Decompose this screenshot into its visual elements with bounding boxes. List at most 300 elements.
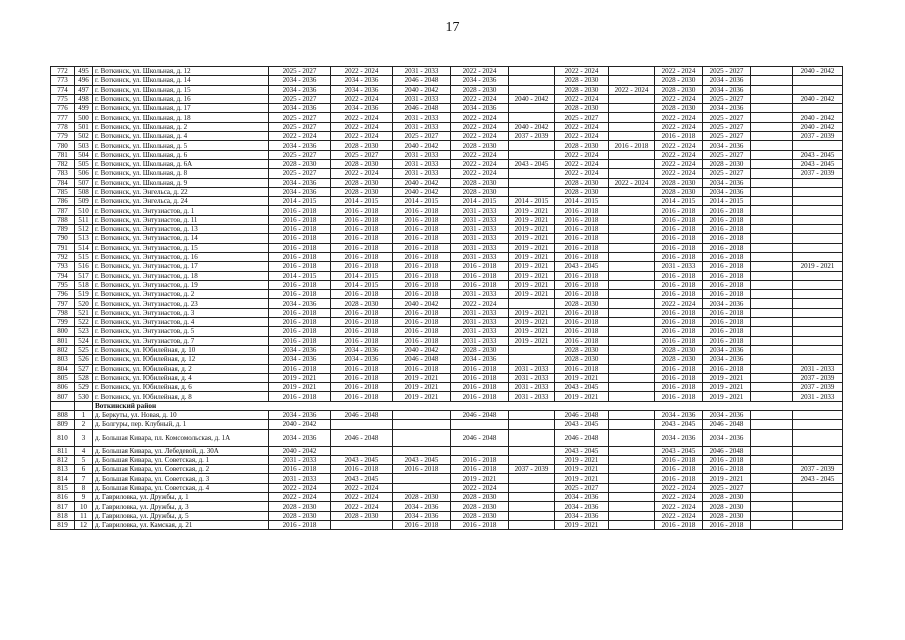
table-cell: 816 <box>51 493 75 502</box>
table-cell: 7 <box>75 474 93 483</box>
table-cell: г. Воткинск, ул. Энтузиастов, д. 11 <box>93 215 269 224</box>
table-cell: 2028 - 2030 <box>703 493 751 502</box>
table-cell <box>793 85 843 94</box>
table-cell: 2040 - 2042 <box>793 94 843 103</box>
table-cell <box>793 187 843 196</box>
table-cell: 2034 - 2036 <box>331 76 393 85</box>
table-cell: 2016 - 2018 <box>555 308 609 317</box>
table-cell: 787 <box>51 206 75 215</box>
table-cell: 2028 - 2030 <box>555 299 609 308</box>
table-cell: 2016 - 2018 <box>331 336 393 345</box>
table-cell: 2019 - 2021 <box>703 373 751 382</box>
table-cell: 2022 - 2024 <box>451 122 509 131</box>
table-cell: 2025 - 2027 <box>269 122 331 131</box>
table-cell: 2043 - 2045 <box>555 446 609 455</box>
table-cell <box>751 429 793 446</box>
table-cell: 500 <box>75 113 93 122</box>
table-cell <box>751 252 793 261</box>
table-cell: 2037 - 2039 <box>509 132 555 141</box>
table-cell: 810 <box>51 429 75 446</box>
table-cell <box>751 67 793 76</box>
table-cell: 2043 - 2045 <box>331 455 393 464</box>
table-cell: 2040 - 2042 <box>793 122 843 131</box>
table-cell: г. Воткинск, ул. Энтузиастов, д. 3 <box>93 308 269 317</box>
table-cell: 2031 - 2033 <box>393 113 451 122</box>
table-cell <box>609 511 655 520</box>
table-cell <box>793 429 843 446</box>
table-cell: 808 <box>51 410 75 419</box>
table-cell: г. Воткинск, ул. Энтузиастов, д. 1 <box>93 206 269 215</box>
table-cell <box>793 76 843 85</box>
table-cell: 817 <box>51 502 75 511</box>
table-cell: г. Воткинск, ул. Юбилейная, д. 4 <box>93 373 269 382</box>
table-row <box>51 520 843 529</box>
table-cell <box>751 271 793 280</box>
table-cell: 2016 - 2018 <box>555 234 609 243</box>
table-cell: 2031 - 2033 <box>509 364 555 373</box>
table-row <box>51 308 843 317</box>
table-cell: г. Воткинск, ул. Юбилейная, д. 8 <box>93 392 269 401</box>
table-cell: 2034 - 2036 <box>703 85 751 94</box>
table-cell: 2016 - 2018 <box>655 336 703 345</box>
table-cell: 2037 - 2039 <box>793 373 843 382</box>
table-cell <box>509 502 555 511</box>
table-cell <box>609 234 655 243</box>
table-cell: 795 <box>51 280 75 289</box>
table-cell <box>609 455 655 464</box>
table-cell <box>509 483 555 492</box>
table-cell: 2016 - 2018 <box>269 308 331 317</box>
table-row <box>51 493 843 502</box>
table-cell: д. Гавриловка, ул. Камская, д. 21 <box>93 520 269 529</box>
table-cell: 2046 - 2048 <box>703 446 751 455</box>
table-cell: 2031 - 2033 <box>451 327 509 336</box>
table-cell <box>509 187 555 196</box>
table-cell: 2022 - 2024 <box>331 94 393 103</box>
table-cell: 2025 - 2027 <box>703 94 751 103</box>
table-cell: 800 <box>51 327 75 336</box>
table-row <box>51 178 843 187</box>
table-cell: 2031 - 2033 <box>393 150 451 159</box>
table-cell: г. Воткинск, ул. Энтузиастов, д. 18 <box>93 271 269 280</box>
table-cell: 2022 - 2024 <box>655 113 703 122</box>
table-cell: 2031 - 2033 <box>451 215 509 224</box>
table-cell: 814 <box>51 474 75 483</box>
table-cell: 818 <box>51 511 75 520</box>
table-cell: 2040 - 2042 <box>269 420 331 429</box>
table-cell: 2046 - 2048 <box>451 410 509 419</box>
table-cell: 2025 - 2027 <box>269 113 331 122</box>
table-cell: 2031 - 2033 <box>509 373 555 382</box>
table-cell <box>751 225 793 234</box>
table-cell: 2019 - 2021 <box>451 474 509 483</box>
table-row <box>51 290 843 299</box>
table-cell: 4 <box>75 446 93 455</box>
table-cell: 2019 - 2021 <box>393 373 451 382</box>
table-cell: 2028 - 2030 <box>451 178 509 187</box>
table-cell <box>509 511 555 520</box>
table-cell: 2028 - 2030 <box>555 355 609 364</box>
table-cell: 2022 - 2024 <box>331 493 393 502</box>
table-cell: 517 <box>75 271 93 280</box>
table-cell: 2022 - 2024 <box>655 169 703 178</box>
table-cell: 2046 - 2048 <box>703 420 751 429</box>
table-cell: 2046 - 2048 <box>331 429 393 446</box>
table-cell: 2025 - 2027 <box>703 169 751 178</box>
table-cell: 2022 - 2024 <box>555 67 609 76</box>
table-cell <box>793 299 843 308</box>
table-cell <box>793 318 843 327</box>
table-cell: 497 <box>75 85 93 94</box>
table-cell: 2043 - 2045 <box>555 383 609 392</box>
table-cell: 799 <box>51 318 75 327</box>
table-cell: г. Воткинск, ул. Школьная, д. 17 <box>93 104 269 113</box>
table-cell: 2025 - 2027 <box>703 150 751 159</box>
table-cell: 2022 - 2024 <box>451 159 509 168</box>
table-cell: 2025 - 2027 <box>703 132 751 141</box>
table-cell: 2019 - 2021 <box>703 392 751 401</box>
table-cell: 2016 - 2018 <box>269 364 331 373</box>
table-cell: 2046 - 2048 <box>393 76 451 85</box>
table-cell: 780 <box>51 141 75 150</box>
table-row <box>51 187 843 196</box>
table-cell: 2016 - 2018 <box>393 243 451 252</box>
table-cell <box>751 159 793 168</box>
table-cell: г. Воткинск, ул. Школьная, д. 18 <box>93 113 269 122</box>
table-cell: 2016 - 2018 <box>269 243 331 252</box>
table-cell: 509 <box>75 197 93 206</box>
table-cell: 2022 - 2024 <box>655 94 703 103</box>
table-cell: 2031 - 2033 <box>393 94 451 103</box>
table-cell: 798 <box>51 308 75 317</box>
table-cell: г. Воткинск, ул. Школьная, д. 9 <box>93 178 269 187</box>
table-cell: 2031 - 2033 <box>393 67 451 76</box>
table-cell <box>509 169 555 178</box>
table-cell: 2022 - 2024 <box>451 483 509 492</box>
table-cell: 2019 - 2021 <box>555 455 609 464</box>
table-cell: 2028 - 2030 <box>655 104 703 113</box>
table-cell <box>793 290 843 299</box>
table-cell: 2016 - 2018 <box>393 520 451 529</box>
table-cell <box>793 225 843 234</box>
table-row <box>51 410 843 419</box>
table-cell: 2028 - 2030 <box>451 85 509 94</box>
table-cell: 2016 - 2018 <box>655 308 703 317</box>
table-cell <box>609 187 655 196</box>
table-cell: г. Воткинск, ул. Энтузиастов, д. 16 <box>93 252 269 261</box>
table-cell: 2025 - 2027 <box>269 169 331 178</box>
table-cell: 2016 - 2018 <box>655 465 703 474</box>
table-cell: 2022 - 2024 <box>555 159 609 168</box>
table-cell <box>793 502 843 511</box>
table-cell: 2028 - 2030 <box>269 502 331 511</box>
table-cell <box>509 429 555 446</box>
table-cell: 2016 - 2018 <box>703 243 751 252</box>
table-cell: 2016 - 2018 <box>655 290 703 299</box>
table-cell: 2016 - 2018 <box>393 327 451 336</box>
table-cell: 2019 - 2021 <box>509 252 555 261</box>
table-cell: 796 <box>51 290 75 299</box>
table-cell: 2016 - 2018 <box>393 336 451 345</box>
table-cell: 2019 - 2021 <box>509 215 555 224</box>
table-cell: 2016 - 2018 <box>703 215 751 224</box>
table-cell: 2022 - 2024 <box>655 150 703 159</box>
table-cell: д. Большая Кивара, ул. Советская, д. 3 <box>93 474 269 483</box>
table-cell <box>393 446 451 455</box>
table-cell <box>751 122 793 131</box>
table-row <box>51 446 843 455</box>
table-row <box>51 355 843 364</box>
table-cell <box>751 150 793 159</box>
table-cell <box>751 502 793 511</box>
table-cell: 2028 - 2030 <box>331 299 393 308</box>
table-cell: 2022 - 2024 <box>451 299 509 308</box>
table-cell: 502 <box>75 132 93 141</box>
table-cell: г. Воткинск, ул. Школьная, д. 16 <box>93 94 269 103</box>
table-cell: 2040 - 2042 <box>269 446 331 455</box>
table-cell: 2016 - 2018 <box>331 234 393 243</box>
table-cell: 2019 - 2021 <box>793 262 843 271</box>
table-cell: д. Гавриловка, ул. Дружбы, д. 5 <box>93 511 269 520</box>
table-cell <box>751 187 793 196</box>
table-cell <box>609 327 655 336</box>
table-cell: 2034 - 2036 <box>393 511 451 520</box>
table-cell: 2034 - 2036 <box>555 502 609 511</box>
table-cell: 2016 - 2018 <box>655 252 703 261</box>
table-cell <box>509 446 555 455</box>
table-cell <box>331 520 393 529</box>
page-number: 17 <box>445 20 460 35</box>
table-cell: 9 <box>75 493 93 502</box>
table-cell: 2034 - 2036 <box>703 345 751 354</box>
table-cell: 1 <box>75 410 93 419</box>
table-cell: 2028 - 2030 <box>451 511 509 520</box>
table-cell <box>393 410 451 419</box>
table-cell: 2016 - 2018 <box>555 215 609 224</box>
table-cell: 2016 - 2018 <box>269 520 331 529</box>
table-cell <box>793 243 843 252</box>
table-cell: 2040 - 2042 <box>509 122 555 131</box>
table-cell: 512 <box>75 225 93 234</box>
table-cell: 2016 - 2018 <box>451 373 509 382</box>
table-cell <box>609 420 655 429</box>
table-cell: 2043 - 2045 <box>793 159 843 168</box>
table-cell: г. Воткинск, ул. Школьная, д. 14 <box>93 76 269 85</box>
table-cell: 2040 - 2042 <box>393 187 451 196</box>
table-cell: 2016 - 2018 <box>393 318 451 327</box>
table-cell: 2034 - 2036 <box>269 345 331 354</box>
table-cell: г. Воткинск, ул. Энтузиастов, д. 5 <box>93 327 269 336</box>
table-cell: 782 <box>51 159 75 168</box>
table-cell <box>793 410 843 419</box>
table-cell <box>609 159 655 168</box>
table-cell: 511 <box>75 215 93 224</box>
table-cell <box>751 215 793 224</box>
table-cell <box>609 169 655 178</box>
table-cell: 2016 - 2018 <box>655 327 703 336</box>
table-cell: 2046 - 2048 <box>393 104 451 113</box>
table-cell: 2028 - 2030 <box>555 76 609 85</box>
table-cell <box>793 420 843 429</box>
table-cell: 2016 - 2018 <box>393 280 451 289</box>
table-cell: 2034 - 2036 <box>703 104 751 113</box>
table-cell <box>609 132 655 141</box>
table-cell: 2016 - 2018 <box>703 327 751 336</box>
table-row <box>51 465 843 474</box>
table-cell: 2040 - 2042 <box>393 178 451 187</box>
table-cell: 2031 - 2033 <box>393 159 451 168</box>
table-cell: 2016 - 2018 <box>269 280 331 289</box>
table-cell: 2016 - 2018 <box>703 336 751 345</box>
table-cell <box>751 76 793 85</box>
table-cell: 2031 - 2033 <box>451 234 509 243</box>
table-cell: 2037 - 2039 <box>509 465 555 474</box>
table-cell: г. Воткинск, ул. Юбилейная, д. 6 <box>93 383 269 392</box>
table-cell: 11 <box>75 511 93 520</box>
table-cell: 2019 - 2021 <box>509 271 555 280</box>
table-cell: 2043 - 2045 <box>331 474 393 483</box>
table-row <box>51 243 843 252</box>
table-cell: 2016 - 2018 <box>555 252 609 261</box>
table-cell: 2019 - 2021 <box>555 520 609 529</box>
table-cell <box>609 104 655 113</box>
table-cell: 2016 - 2018 <box>269 252 331 261</box>
table-cell: 2034 - 2036 <box>703 141 751 150</box>
table-row <box>51 474 843 483</box>
table-cell <box>451 420 509 429</box>
table-cell: 527 <box>75 364 93 373</box>
table-row <box>51 252 843 261</box>
table-cell <box>793 455 843 464</box>
table-cell: 2016 - 2018 <box>269 234 331 243</box>
table-cell: 2022 - 2024 <box>331 502 393 511</box>
table-cell: 794 <box>51 271 75 280</box>
table-cell: г. Воткинск, ул. Школьная, д. 6 <box>93 150 269 159</box>
table-cell <box>509 104 555 113</box>
table-cell <box>793 271 843 280</box>
table-cell: 518 <box>75 280 93 289</box>
table-row <box>51 327 843 336</box>
table-cell: 2016 - 2018 <box>331 392 393 401</box>
table-cell: 2043 - 2045 <box>393 455 451 464</box>
table-cell <box>509 410 555 419</box>
table-cell: г. Воткинск, ул. Юбилейная, д. 10 <box>93 345 269 354</box>
table-row <box>51 364 843 373</box>
table-cell: 2022 - 2024 <box>555 122 609 131</box>
table-cell: 2034 - 2036 <box>331 355 393 364</box>
table-cell: 2028 - 2030 <box>555 104 609 113</box>
table-cell: 2043 - 2045 <box>555 420 609 429</box>
table-cell <box>609 67 655 76</box>
table-cell: 812 <box>51 455 75 464</box>
table-cell <box>51 401 75 410</box>
table-cell: 2016 - 2018 <box>703 455 751 464</box>
table-cell: 805 <box>51 373 75 382</box>
table-cell <box>393 474 451 483</box>
table-cell: 2028 - 2030 <box>555 141 609 150</box>
table-cell: 2040 - 2042 <box>793 67 843 76</box>
table-cell: 809 <box>51 420 75 429</box>
schedule-table <box>50 66 843 530</box>
table-cell: 2016 - 2018 <box>655 234 703 243</box>
table-cell: 2016 - 2018 <box>655 383 703 392</box>
table-cell <box>393 429 451 446</box>
table-cell <box>751 299 793 308</box>
table-cell <box>609 206 655 215</box>
table-cell <box>609 502 655 511</box>
table-cell: 2016 - 2018 <box>269 215 331 224</box>
table-cell <box>751 308 793 317</box>
table-cell <box>751 262 793 271</box>
table-cell: д. Беркуты, ул. Новая, д. 10 <box>93 410 269 419</box>
table-cell: 2016 - 2018 <box>451 392 509 401</box>
table-cell: г. Воткинск, ул. Энтузиастов, д. 23 <box>93 299 269 308</box>
table-cell: 2016 - 2018 <box>331 243 393 252</box>
table-cell: 2028 - 2030 <box>555 85 609 94</box>
table-cell: 2028 - 2030 <box>269 511 331 520</box>
table-cell <box>509 493 555 502</box>
table-cell: 2028 - 2030 <box>555 187 609 196</box>
table-cell <box>509 113 555 122</box>
table-row <box>51 215 843 224</box>
table-cell: 2016 - 2018 <box>655 520 703 529</box>
table-row <box>51 373 843 382</box>
table-cell: 2014 - 2015 <box>509 197 555 206</box>
table-cell: 2019 - 2021 <box>555 465 609 474</box>
table-cell: 784 <box>51 178 75 187</box>
table-cell: 2031 - 2033 <box>393 169 451 178</box>
table-cell: 2019 - 2021 <box>509 318 555 327</box>
table-cell: 2019 - 2021 <box>509 290 555 299</box>
table-cell: 2034 - 2036 <box>269 187 331 196</box>
table-cell: 2031 - 2033 <box>269 474 331 483</box>
table-cell: 2031 - 2033 <box>793 364 843 373</box>
table-cell: 3 <box>75 429 93 446</box>
table-cell: 503 <box>75 141 93 150</box>
table-cell: 2031 - 2033 <box>451 336 509 345</box>
table-row <box>51 271 843 280</box>
table-cell <box>751 410 793 419</box>
table-cell: 2034 - 2036 <box>655 410 703 419</box>
table-cell: 528 <box>75 373 93 382</box>
table-cell: 2016 - 2018 <box>703 520 751 529</box>
table-cell <box>751 243 793 252</box>
table-cell: 2034 - 2036 <box>269 355 331 364</box>
table-cell: 811 <box>51 446 75 455</box>
table-cell <box>451 446 509 455</box>
table-cell: 2028 - 2030 <box>555 178 609 187</box>
table-cell: 2022 - 2024 <box>555 94 609 103</box>
table-cell <box>793 345 843 354</box>
table-cell: 2034 - 2036 <box>269 429 331 446</box>
table-cell: 2022 - 2024 <box>555 150 609 159</box>
table-cell: 2022 - 2024 <box>655 141 703 150</box>
table-cell <box>793 336 843 345</box>
table-cell <box>609 150 655 159</box>
table-cell: 772 <box>51 67 75 76</box>
table-cell: 2016 - 2018 <box>269 327 331 336</box>
table-row <box>51 420 843 429</box>
table-cell <box>509 150 555 159</box>
table-cell <box>793 206 843 215</box>
table-cell: 12 <box>75 520 93 529</box>
table-cell: 2028 - 2030 <box>703 511 751 520</box>
table-cell: 2025 - 2027 <box>393 132 451 141</box>
table-cell: 2025 - 2027 <box>555 113 609 122</box>
table-cell <box>751 455 793 464</box>
table-cell: 2043 - 2045 <box>793 150 843 159</box>
table-row <box>51 150 843 159</box>
